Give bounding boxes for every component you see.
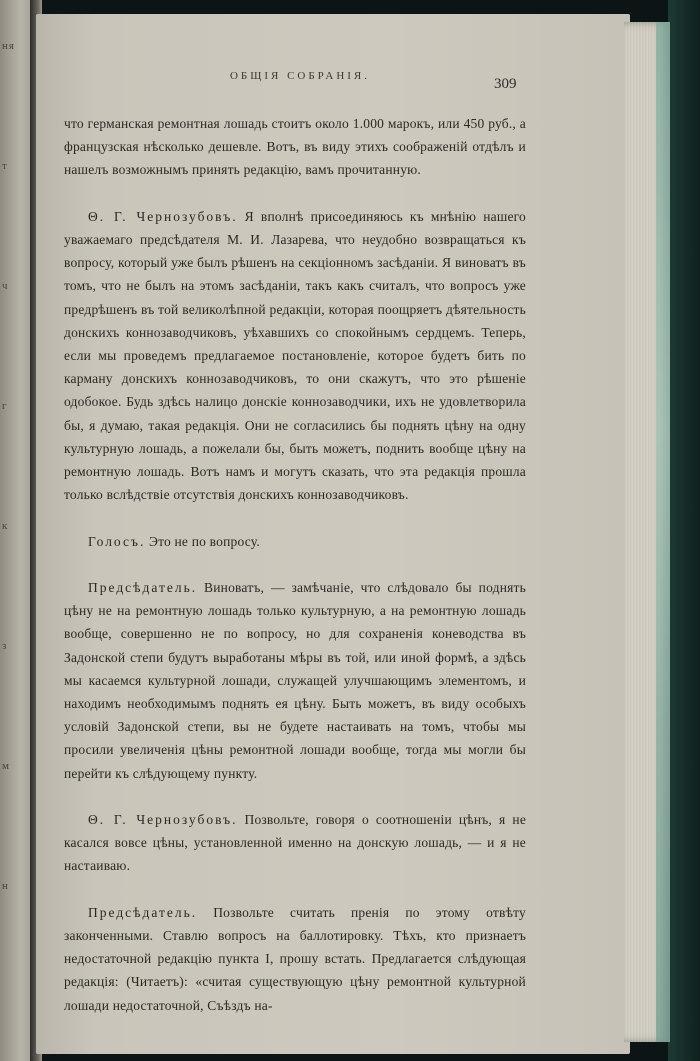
page-block-edges: [624, 22, 670, 1042]
left-page-fragment: т: [2, 160, 8, 172]
page-number: 309: [494, 76, 517, 92]
paragraph-chairman-2: [64, 901, 526, 1017]
left-page-fragment: ня: [2, 40, 15, 52]
left-page-fragment: ч: [2, 280, 9, 292]
paragraph-text: Я вполнѣ присоединяюсь къ мнѣнію нашего уважаемаго предсѣдателя М. И. Лазарева, что неудобно возвращаться къ вопросу, который уже былъ рѣшенъ на секціонномъ засѣданіи. Я виноватъ въ томъ, что не былъ на этомъ засѣданіи, такъ какъ считалъ, что вопросъ уже предрѣшенъ въ той великолѣпной редакціи, которая поощряетъ дѣятельность донскихъ коннозаводчиковъ, уѣхавшихъ со спокойнымъ сердцемъ. Теперь, если мы проведемъ предлагаемое постановленіе, которое будетъ бить по карману донскихъ коннозаводчиковъ, то они скажутъ, что это рѣшеніе одобокое. Будь здѣсь налицо донскіе коннозаводчики, ихъ не удовлетворила бы, я думаю, такая редакція. Они не согласились бы поднять цѣну на одну культурную лошадь, а пожелали бы, быть можетъ, поднить вообще цѣну на ремонтную лошадь. Вотъ намъ и могутъ сказать, что эта редакція прошла только вслѣдствіе отсутствія донскихъ коннозаводчиковъ.: [64, 208, 527, 503]
book-binding: [668, 0, 700, 1061]
page-edge-tint: [656, 22, 670, 1042]
speaker-name: Голосъ.: [88, 533, 146, 549]
speaker-name: Предсѣдатель.: [88, 904, 198, 920]
left-page-fragment: к: [2, 520, 9, 532]
paragraph-text: Это не по вопросу.: [148, 533, 260, 549]
paragraph-chernozubov-1: [64, 205, 526, 507]
paragraph-voice: [64, 530, 526, 553]
left-page-fragment: з: [2, 640, 8, 652]
paragraph-continuation: [64, 112, 526, 182]
left-page-fragment: н: [2, 880, 9, 892]
paragraph-text: что германская ремонтная лошадь стоитъ около 1.000 марокъ, или 450 руб., а французская нѣсколько дешевле. Вотъ, въ виду этихъ соображеній отдѣлъ и нашелъ возможнымъ принять редакцію, вамъ прочитанную.: [64, 116, 526, 178]
left-page-fragment: г: [2, 400, 8, 412]
left-page-fragment: м: [2, 760, 10, 772]
speaker-name: Θ. Г. Чернозубовъ.: [88, 812, 238, 828]
paragraph-chairman-1: [64, 576, 526, 785]
speaker-name: Предсѣдатель.: [88, 580, 198, 596]
page-body: [64, 112, 526, 1040]
left-page-edge: [0, 0, 34, 1061]
paragraph-chernozubov-2: [64, 808, 526, 878]
running-title: ОБЩІЯ СОБРАНІЯ.: [229, 70, 371, 82]
speaker-name: Θ. Г. Чернозубовъ.: [88, 208, 238, 224]
paragraph-text: Позвольте считать пренія по этому отвѣту законченными. Ставлю вопросъ на баллотировку. Тѣхъ, кто признаетъ недостаточной редакцію пункта I, прошу встать. Предлагается слѣдующая редакція: (Читаетъ): «считая существующую цѣну ремонтной культурной лошади недостаточной, Съѣздъ на-: [64, 904, 526, 1013]
paragraph-text: Виноватъ, — замѣчаніе, что слѣдовало бы поднять цѣну не на ремонтную лошадь только культурную, а на ремонтную лошадь вообще, совершенно не по вопросу, но для сохраненія коневодства въ Задонской степи будутъ выработаны мѣры въ той, или иной формѣ, а здѣсь мы касаемся культурной лошади, служащей улучшающимъ элементомъ, и находимъ необходимымъ поднять ея цѣну. Быть можетъ, въ виду особыхъ условій Задонской степи, вы не будете настаивать на томъ, чтобы мы просили увеличенія цѣны ремонтной лошади вообще, тогда мы могли бы перейти къ слѣдующему пункту.: [64, 580, 526, 781]
paragraph-text: Позвольте, говоря о соотношеніи цѣнъ, я не касался вовсе цѣны, установленной именно на донскую лошадь, — и я не настаиваю.: [64, 812, 527, 874]
